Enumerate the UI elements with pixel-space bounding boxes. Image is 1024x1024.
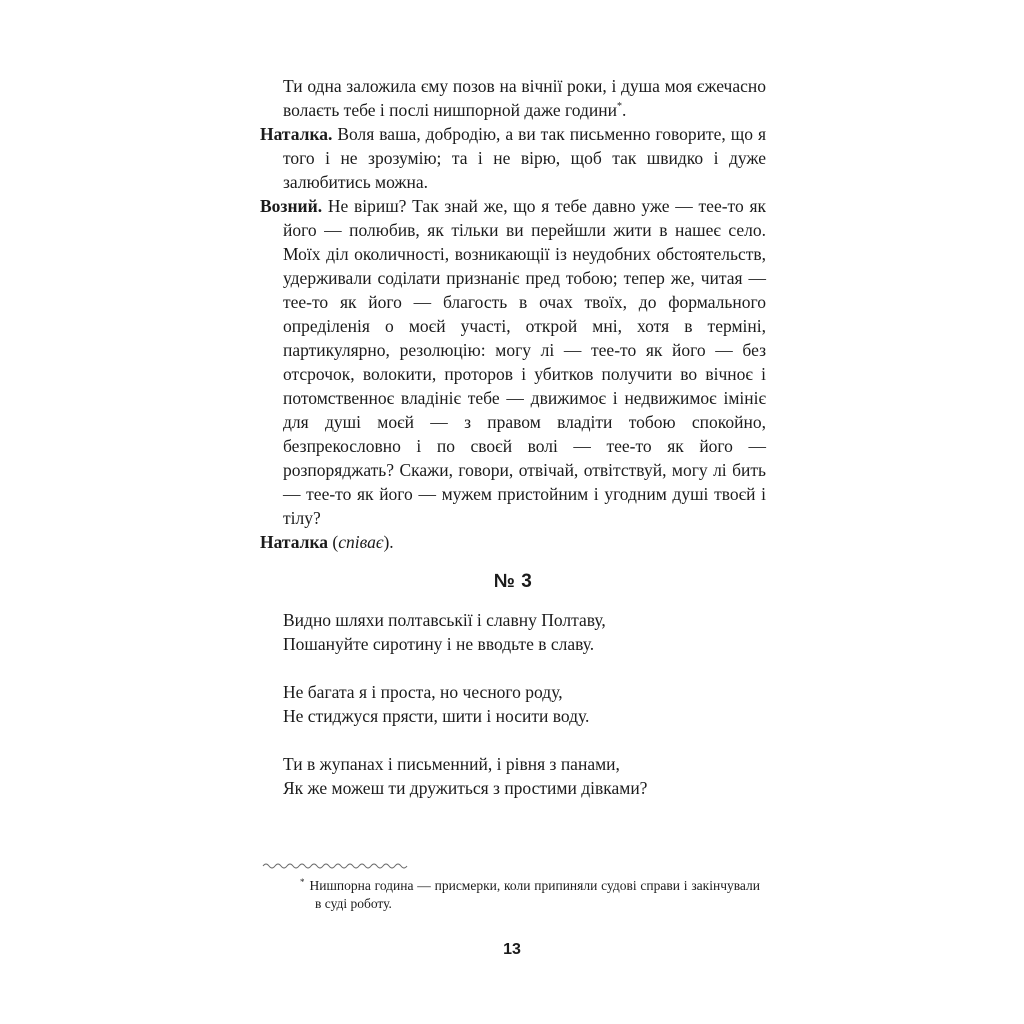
footnote-text: Нишпорна година — присмерки, коли припиняли судові справи і закінчували в суді роботу. — [309, 878, 760, 911]
page-number: 13 — [503, 941, 521, 958]
speech-text: Не віриш? Так знай же, що я тебе давно уже — тее-то як його — полюбив, як тільки ви перейшли жити в нашеє село. Моїх діл околичності, возникающії із неудобних обстоятельств, удерживали соділати признаніє пред тобою; тепер же, читая — тее-то як його — благость в очах твоїх, до формального опреділенія о моєй участі, открой мні, хотя в терміні, партикулярно, резолюцію: могу лі — тее-то як його — без отсрочок, волокити, проторов і убитков получити во вічноє і потомственноє владініє тебе — движимоє і недвижимоє імініє для душі моєй — з правом владіти тобою спокойно, безпрекословно і по своєй волі — тее-то як його — розпоряджать? Скажи, говори, отвічай, отвітствуй, могу лі бить — тее-то як його — мужем пристойним і угодним душі твоєй і тілу? — [283, 196, 766, 528]
footnote-area — [260, 860, 766, 913]
stage-direction: співає — [338, 532, 384, 552]
text-block — [260, 74, 766, 824]
verse-line: Видно шляхи полтавськії і славну Полтаву, — [283, 610, 606, 630]
verse-line: Пошануйте сиротину і не вводьте в славу. — [283, 634, 595, 654]
footnote-marker: * — [300, 876, 305, 887]
continuation-text: Ти одна заложила єму позов на вічнії роки, і душа моя єжечасно волаєть тебе і послі нишпорной даже години — [283, 76, 766, 120]
song-stanza-1 — [283, 608, 766, 656]
stage-direction-line — [260, 530, 766, 554]
speaker-name: Наталка — [260, 532, 329, 552]
song-stanza-2 — [283, 680, 766, 728]
verse-line: Не стиджуся прясти, шити і носити воду. — [283, 706, 590, 726]
footnote-separator-squiggle — [262, 860, 414, 870]
verse-line: Як же можеш ти дружиться з простими дівками? — [283, 778, 648, 798]
footnote-reference: * — [617, 101, 623, 113]
speaker-name: Возний. — [260, 196, 323, 216]
continuation-after: . — [622, 100, 627, 120]
speaker-name: Наталка. — [260, 124, 333, 144]
verse-line: Ти в жупанах і письменний, і рівня з панами, — [283, 754, 620, 774]
stage-paren-close: ). — [383, 532, 394, 552]
stage-paren-open: ( — [328, 532, 339, 552]
continuation-paragraph — [260, 74, 766, 122]
speech-voznyi — [260, 194, 766, 530]
song-number-heading: № 3 — [493, 571, 533, 592]
verse-line: Не багата я і проста, но чесного роду, — [283, 682, 563, 702]
speech-natalka — [260, 122, 766, 194]
speech-text: Воля ваша, добродію, а ви так письменно говорите, що я того і не зрозумію; та і не вірю, щоб так швидко і дуже залюбитись можна. — [283, 124, 766, 192]
song-stanza-3 — [283, 752, 766, 800]
footnote — [300, 877, 760, 913]
song — [260, 608, 766, 800]
